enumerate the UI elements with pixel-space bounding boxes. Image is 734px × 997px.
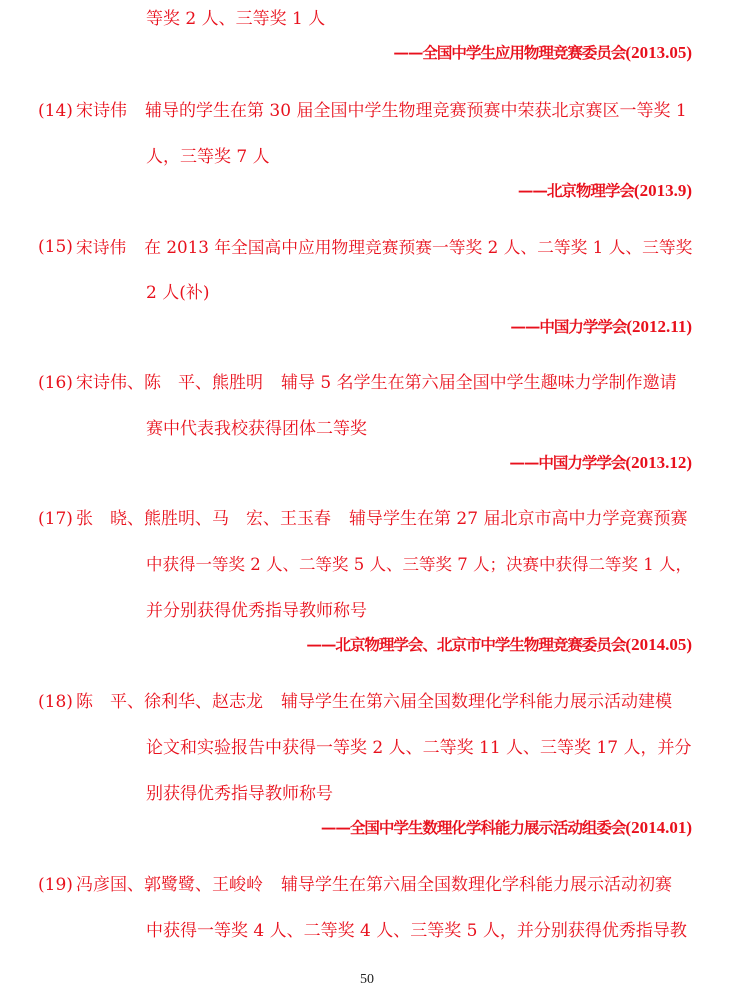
item-first-line	[76, 874, 672, 896]
item-number: (16)	[38, 373, 73, 393]
item-continuation: 赛中代表我校获得团体二等奖	[146, 419, 367, 439]
item-text: 辅导学生在第 27 届北京市高中力学竞赛预赛	[349, 509, 688, 529]
item-source: ——北京物理学会(2013.9)	[517, 181, 692, 200]
item-continuation: 人，三等奖 7 人	[146, 147, 270, 167]
item-first-line	[76, 236, 692, 258]
item-names: 张 晓、熊胜明、马 宏、王玉春	[76, 509, 331, 529]
item-names: 冯彦国、郭鹭鹭、王峻岭	[76, 875, 263, 895]
item-source: ——中国力学学会(2012.11)	[510, 317, 692, 336]
item-13-continuation: 等奖 2 人、三等奖 1 人	[146, 9, 326, 29]
item-names: 陈 平、徐利华、赵志龙	[76, 692, 263, 712]
item-names: 宋诗伟	[76, 101, 127, 121]
item-text: 辅导学生在第六届全国数理化学科能力展示活动建模	[281, 692, 672, 712]
item-continuation: 中获得一等奖 4 人、二等奖 4 人、三等奖 5 人，并分别获得优秀指导教	[146, 921, 687, 941]
item-continuation: 2 人(补)	[146, 283, 210, 303]
item-first-line	[76, 691, 672, 713]
item-number: (15)	[38, 237, 73, 257]
item-names: 宋诗伟、陈 平、熊胜明	[76, 373, 263, 393]
item-source: ——中国力学学会(2013.12)	[509, 453, 692, 472]
item-text: 在 2013 年全国高中应用物理竞赛预赛一等奖 2 人、二等奖 1 人、三等奖	[144, 237, 693, 257]
item-source: ——北京物理学会、北京市中学生物理竞赛委员会(2014.05)	[306, 635, 692, 654]
item-first-line	[76, 508, 687, 530]
item-continuation: 别获得优秀指导教师称号	[146, 784, 333, 804]
item-first-line	[76, 100, 687, 122]
page-number: 50	[360, 972, 374, 987]
source-org: ——全国中学生应用物理竞赛委员会	[393, 43, 626, 62]
item-names: 宋诗伟	[76, 237, 127, 257]
item-number: (19)	[38, 875, 73, 895]
item-source: ——全国中学生数理化学科能力展示活动组委会(2014.01)	[320, 818, 692, 837]
source-date: (2013.05)	[625, 43, 692, 62]
item-text: 辅导学生在第六届全国数理化学科能力展示活动初赛	[281, 875, 672, 895]
item-number: (17)	[38, 509, 73, 529]
item-13-source	[393, 42, 692, 64]
item-text: 辅导 5 名学生在第六届全国中学生趣味力学制作邀请	[281, 373, 677, 393]
item-continuation: 中获得一等奖 2 人、二等奖 5 人、三等奖 7 人；决赛中获得二等奖 1 人，	[146, 555, 692, 574]
item-number: (14)	[38, 101, 73, 121]
item-text: 辅导的学生在第 30 届全国中学生物理竞赛预赛中荣获北京赛区一等奖 1	[145, 101, 687, 121]
item-number: (18)	[38, 692, 73, 712]
item-continuation: 并分别获得优秀指导教师称号	[146, 601, 367, 621]
item-continuation: 论文和实验报告中获得一等奖 2 人、二等奖 11 人、三等奖 17 人，并分	[146, 738, 692, 758]
item-first-line	[76, 372, 677, 394]
